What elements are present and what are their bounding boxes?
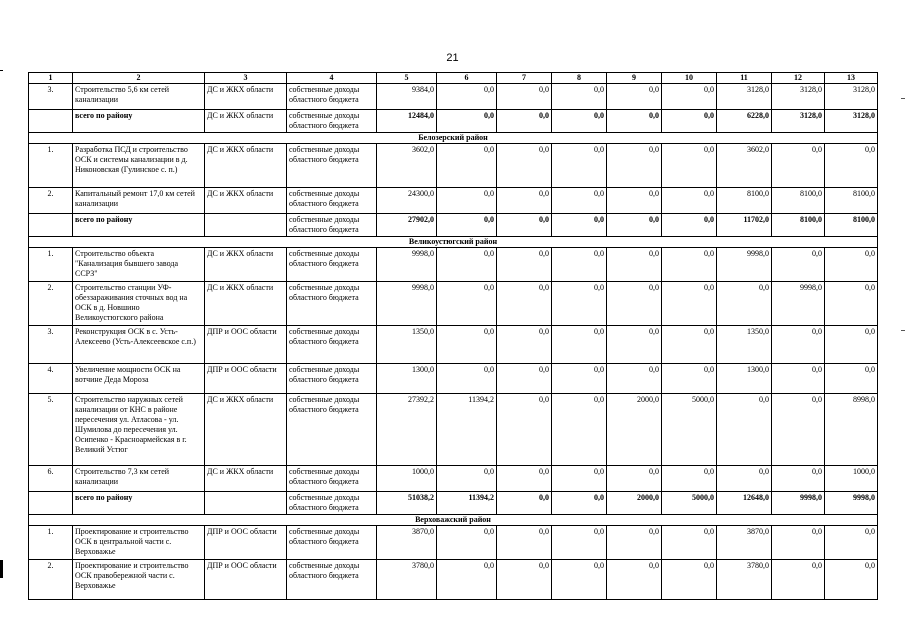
funding-source: собственные доходы областного бюджета <box>287 188 377 214</box>
table-row <box>29 394 878 466</box>
value-cell: 0,0 <box>497 492 552 515</box>
value-cell: 11394,2 <box>437 492 497 515</box>
value-cell: 0,0 <box>662 84 717 110</box>
column-header: 8 <box>552 73 607 84</box>
funding-source: собственные доходы областного бюджета <box>287 560 377 600</box>
row-number: 3. <box>29 326 73 364</box>
value-cell: 0,0 <box>552 466 607 492</box>
value-cell: 0,0 <box>552 364 607 394</box>
district-name: Великоустюгский район <box>29 237 878 248</box>
row-number: 2. <box>29 282 73 326</box>
value-cell: 3128,0 <box>825 110 878 133</box>
value-cell: 0,0 <box>552 326 607 364</box>
value-cell: 9998,0 <box>377 248 437 282</box>
row-number <box>29 214 73 237</box>
value-cell: 0,0 <box>497 84 552 110</box>
district-header-row <box>29 237 878 248</box>
value-cell: 0,0 <box>825 248 878 282</box>
row-number: 2. <box>29 188 73 214</box>
value-cell: 0,0 <box>552 560 607 600</box>
value-cell: 0,0 <box>607 282 662 326</box>
value-cell: 0,0 <box>437 364 497 394</box>
value-cell: 0,0 <box>437 110 497 133</box>
value-cell: 0,0 <box>607 188 662 214</box>
value-cell: 1000,0 <box>825 466 878 492</box>
table-row <box>29 560 878 600</box>
value-cell: 0,0 <box>497 364 552 394</box>
table-row <box>29 282 878 326</box>
value-cell: 3128,0 <box>717 84 772 110</box>
value-cell: 3602,0 <box>377 144 437 188</box>
executor: ДС и ЖКХ области <box>205 248 287 282</box>
value-cell: 9998,0 <box>717 248 772 282</box>
value-cell: 0,0 <box>497 560 552 600</box>
value-cell: 0,0 <box>437 560 497 600</box>
table-row <box>29 326 878 364</box>
table-row <box>29 144 878 188</box>
value-cell: 3128,0 <box>825 84 878 110</box>
value-cell: 3128,0 <box>772 110 825 133</box>
district-header-row <box>29 133 878 144</box>
value-cell: 0,0 <box>437 526 497 560</box>
project-name: всего по району <box>73 214 205 237</box>
column-header: 6 <box>437 73 497 84</box>
project-name: всего по району <box>73 110 205 133</box>
funding-source: собственные доходы областного бюджета <box>287 492 377 515</box>
executor: ДПР и ООС области <box>205 326 287 364</box>
executor <box>205 492 287 515</box>
district-name: Белозерский район <box>29 133 878 144</box>
value-cell: 0,0 <box>552 394 607 466</box>
project-name: Строительство объекта "Канализация бывшего завода ССРЗ" <box>73 248 205 282</box>
value-cell: 0,0 <box>662 326 717 364</box>
value-cell: 9998,0 <box>772 282 825 326</box>
value-cell: 2000,0 <box>607 492 662 515</box>
budget-table <box>28 72 878 600</box>
value-cell: 0,0 <box>717 282 772 326</box>
project-name: Капитальный ремонт 17,0 км сетей канализации <box>73 188 205 214</box>
value-cell: 0,0 <box>825 364 878 394</box>
table-row <box>29 188 878 214</box>
value-cell: 0,0 <box>552 248 607 282</box>
value-cell: 0,0 <box>607 560 662 600</box>
value-cell: 0,0 <box>497 248 552 282</box>
value-cell: 0,0 <box>437 282 497 326</box>
district-name: Верховажский район <box>29 515 878 526</box>
district-total-row <box>29 492 878 515</box>
value-cell: 0,0 <box>497 110 552 133</box>
executor: ДС и ЖКХ области <box>205 466 287 492</box>
value-cell: 0,0 <box>772 364 825 394</box>
value-cell: 0,0 <box>825 144 878 188</box>
value-cell: 2000,0 <box>607 394 662 466</box>
executor <box>205 214 287 237</box>
project-name: Строительство наружных сетей канализации от КНС в районе пересечения ул. Атласова - ул. Шумилова до пересечения ул. Осипенко - Красноармейская в г. Великий Устюг <box>73 394 205 466</box>
value-cell: 8100,0 <box>772 214 825 237</box>
value-cell: 0,0 <box>552 282 607 326</box>
value-cell: 0,0 <box>552 492 607 515</box>
funding-source: собственные доходы областного бюджета <box>287 282 377 326</box>
value-cell: 0,0 <box>717 394 772 466</box>
project-name: Реконструкция ОСК в с. Усть-Алексеево (Усть-Алексеевское с.п.) <box>73 326 205 364</box>
value-cell: 0,0 <box>772 466 825 492</box>
value-cell: 3780,0 <box>377 560 437 600</box>
value-cell: 8100,0 <box>825 214 878 237</box>
value-cell: 0,0 <box>772 394 825 466</box>
value-cell: 0,0 <box>437 84 497 110</box>
value-cell: 0,0 <box>552 144 607 188</box>
value-cell: 3128,0 <box>772 84 825 110</box>
scan-edge-tick <box>901 330 905 331</box>
executor: ДС и ЖКХ области <box>205 144 287 188</box>
value-cell: 6228,0 <box>717 110 772 133</box>
funding-source: собственные доходы областного бюджета <box>287 326 377 364</box>
row-number <box>29 492 73 515</box>
funding-source: собственные доходы областного бюджета <box>287 364 377 394</box>
executor: ДС и ЖКХ области <box>205 110 287 133</box>
value-cell: 0,0 <box>607 214 662 237</box>
value-cell: 0,0 <box>607 326 662 364</box>
value-cell: 0,0 <box>662 214 717 237</box>
value-cell: 1350,0 <box>377 326 437 364</box>
value-cell: 0,0 <box>607 110 662 133</box>
executor: ДС и ЖКХ области <box>205 282 287 326</box>
row-number <box>29 110 73 133</box>
value-cell: 0,0 <box>662 466 717 492</box>
executor: ДПР и ООС области <box>205 526 287 560</box>
executor: ДС и ЖКХ области <box>205 394 287 466</box>
executor: ДПР и ООС области <box>205 560 287 600</box>
row-number: 1. <box>29 144 73 188</box>
table-row <box>29 364 878 394</box>
value-cell: 0,0 <box>497 394 552 466</box>
value-cell: 9998,0 <box>377 282 437 326</box>
value-cell: 0,0 <box>552 84 607 110</box>
value-cell: 0,0 <box>497 466 552 492</box>
funding-source: собственные доходы областного бюджета <box>287 394 377 466</box>
value-cell: 0,0 <box>607 466 662 492</box>
project-name: Проектирование и строительство ОСК правобережной части с. Верховажье <box>73 560 205 600</box>
column-header: 7 <box>497 73 552 84</box>
scan-edge-tick <box>901 98 905 99</box>
value-cell: 8998,0 <box>825 394 878 466</box>
column-header: 4 <box>287 73 377 84</box>
value-cell: 12648,0 <box>717 492 772 515</box>
table-row <box>29 248 878 282</box>
district-total-row <box>29 214 878 237</box>
value-cell: 0,0 <box>607 364 662 394</box>
value-cell: 0,0 <box>552 110 607 133</box>
value-cell: 5000,0 <box>662 492 717 515</box>
executor: ДС и ЖКХ области <box>205 84 287 110</box>
column-header: 12 <box>772 73 825 84</box>
value-cell: 0,0 <box>717 466 772 492</box>
value-cell: 8100,0 <box>717 188 772 214</box>
row-number: 1. <box>29 248 73 282</box>
scan-edge-tick <box>0 70 3 71</box>
project-name: Разработка ПСД и строительство ОСК и системы канализации в д. Никоновская (Гулинское с. п.) <box>73 144 205 188</box>
value-cell: 8100,0 <box>772 188 825 214</box>
executor: ДС и ЖКХ области <box>205 188 287 214</box>
value-cell: 0,0 <box>662 364 717 394</box>
value-cell: 1350,0 <box>717 326 772 364</box>
funding-source: собственные доходы областного бюджета <box>287 466 377 492</box>
value-cell: 0,0 <box>437 248 497 282</box>
value-cell: 27392,2 <box>377 394 437 466</box>
value-cell: 0,0 <box>607 248 662 282</box>
district-header-row <box>29 515 878 526</box>
project-name: Строительство 7,3 км сетей канализации <box>73 466 205 492</box>
value-cell: 0,0 <box>772 144 825 188</box>
value-cell: 0,0 <box>437 326 497 364</box>
row-number: 2. <box>29 560 73 600</box>
value-cell: 0,0 <box>662 248 717 282</box>
value-cell: 0,0 <box>607 144 662 188</box>
value-cell: 9998,0 <box>772 492 825 515</box>
value-cell: 0,0 <box>607 84 662 110</box>
table-row <box>29 466 878 492</box>
budget-table-frame <box>28 72 877 608</box>
column-header: 2 <box>73 73 205 84</box>
value-cell: 0,0 <box>662 188 717 214</box>
project-name: Увеличение мощности ОСК на вотчине Деда Мороза <box>73 364 205 394</box>
value-cell: 9384,0 <box>377 84 437 110</box>
value-cell: 0,0 <box>662 560 717 600</box>
funding-source: собственные доходы областного бюджета <box>287 110 377 133</box>
executor: ДПР и ООС области <box>205 364 287 394</box>
value-cell: 0,0 <box>825 326 878 364</box>
value-cell: 0,0 <box>772 248 825 282</box>
value-cell: 8100,0 <box>825 188 878 214</box>
row-number: 1. <box>29 526 73 560</box>
value-cell: 51038,2 <box>377 492 437 515</box>
value-cell: 0,0 <box>497 144 552 188</box>
value-cell: 0,0 <box>825 560 878 600</box>
value-cell: 0,0 <box>825 282 878 326</box>
value-cell: 1300,0 <box>377 364 437 394</box>
value-cell: 0,0 <box>825 526 878 560</box>
page-number: 21 <box>446 52 459 64</box>
funding-source: собственные доходы областного бюджета <box>287 144 377 188</box>
value-cell: 0,0 <box>437 214 497 237</box>
column-header: 11 <box>717 73 772 84</box>
row-number: 6. <box>29 466 73 492</box>
scan-edge-mark <box>0 560 3 578</box>
project-name: Строительство 5,6 км сетей канализации <box>73 84 205 110</box>
value-cell: 0,0 <box>772 526 825 560</box>
value-cell: 0,0 <box>772 560 825 600</box>
value-cell: 1300,0 <box>717 364 772 394</box>
value-cell: 0,0 <box>552 526 607 560</box>
value-cell: 3870,0 <box>717 526 772 560</box>
value-cell: 5000,0 <box>662 394 717 466</box>
value-cell: 3870,0 <box>377 526 437 560</box>
value-cell: 24300,0 <box>377 188 437 214</box>
funding-source: собственные доходы областного бюджета <box>287 248 377 282</box>
table-body <box>29 73 878 600</box>
column-header: 9 <box>607 73 662 84</box>
value-cell: 0,0 <box>497 214 552 237</box>
project-name: Проектирование и строительство ОСК в центральной части с. Верховажье <box>73 526 205 560</box>
funding-source: собственные доходы областного бюджета <box>287 214 377 237</box>
value-cell: 0,0 <box>497 526 552 560</box>
column-header: 5 <box>377 73 437 84</box>
value-cell: 12484,0 <box>377 110 437 133</box>
value-cell: 0,0 <box>552 188 607 214</box>
value-cell: 0,0 <box>497 282 552 326</box>
column-header: 10 <box>662 73 717 84</box>
value-cell: 1000,0 <box>377 466 437 492</box>
value-cell: 0,0 <box>772 326 825 364</box>
value-cell: 0,0 <box>662 110 717 133</box>
column-header: 3 <box>205 73 287 84</box>
header-row <box>29 73 878 84</box>
project-name: всего по району <box>73 492 205 515</box>
value-cell: 9998,0 <box>825 492 878 515</box>
row-number: 5. <box>29 394 73 466</box>
project-name: Строительство станции УФ-обеззараживания сточных вод на ОСК в д. Новшино Великоустюгского района <box>73 282 205 326</box>
value-cell: 11394,2 <box>437 394 497 466</box>
row-number: 3. <box>29 84 73 110</box>
column-header: 1 <box>29 73 73 84</box>
value-cell: 0,0 <box>437 144 497 188</box>
value-cell: 3602,0 <box>717 144 772 188</box>
value-cell: 3780,0 <box>717 560 772 600</box>
value-cell: 0,0 <box>437 188 497 214</box>
value-cell: 11702,0 <box>717 214 772 237</box>
value-cell: 0,0 <box>437 466 497 492</box>
value-cell: 0,0 <box>497 326 552 364</box>
value-cell: 0,0 <box>662 282 717 326</box>
table-row <box>29 84 878 110</box>
funding-source: собственные доходы областного бюджета <box>287 526 377 560</box>
table-row <box>29 526 878 560</box>
value-cell: 27902,0 <box>377 214 437 237</box>
row-number: 4. <box>29 364 73 394</box>
column-header: 13 <box>825 73 878 84</box>
funding-source: собственные доходы областного бюджета <box>287 84 377 110</box>
value-cell: 0,0 <box>662 526 717 560</box>
value-cell: 0,0 <box>662 144 717 188</box>
district-total-row <box>29 110 878 133</box>
value-cell: 0,0 <box>552 214 607 237</box>
value-cell: 0,0 <box>497 188 552 214</box>
value-cell: 0,0 <box>607 526 662 560</box>
